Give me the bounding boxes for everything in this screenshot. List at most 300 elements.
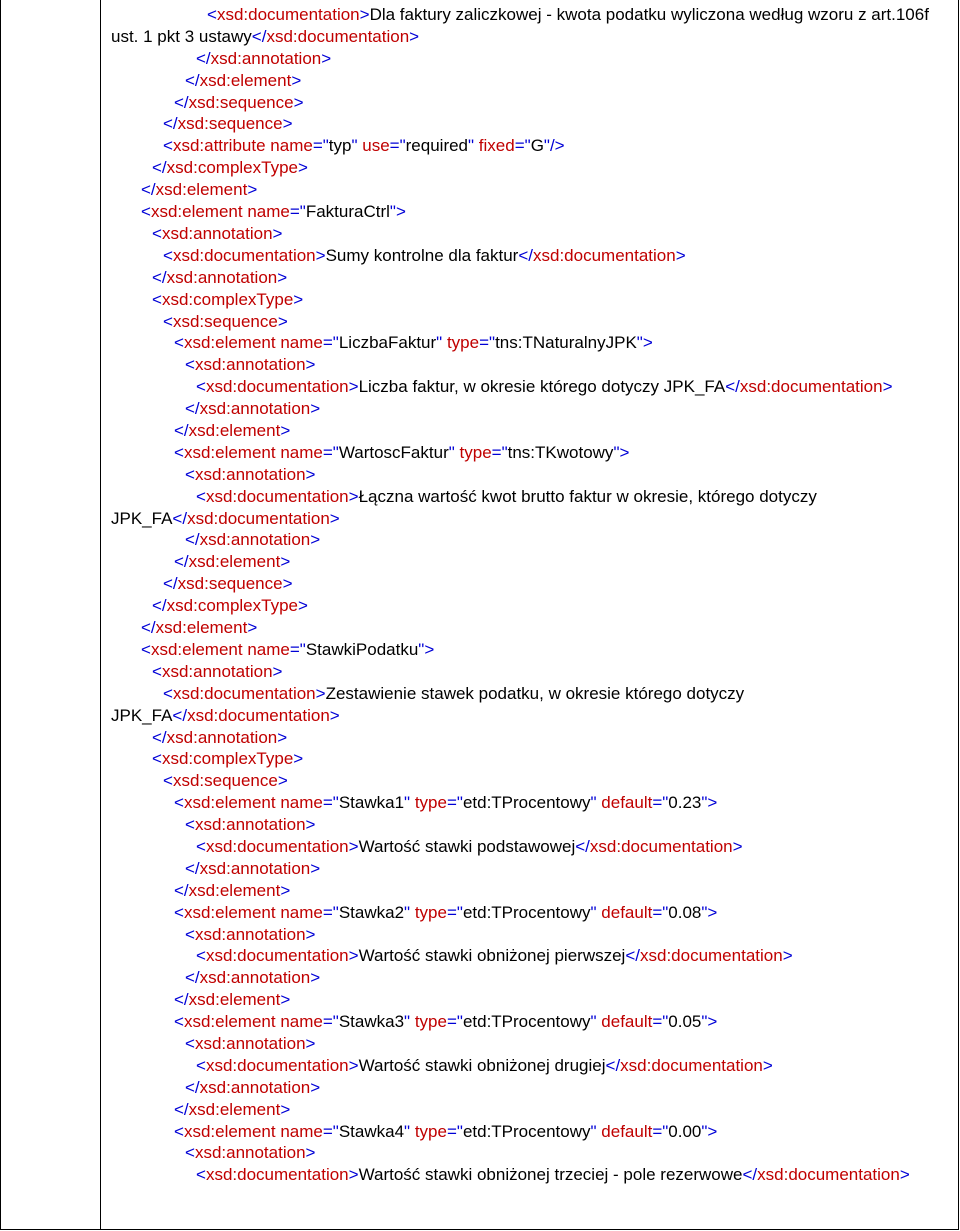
code-line: [111, 1142, 949, 1164]
code-tag-name: xsd:complexType: [161, 289, 294, 309]
code-punct: ": [590, 1121, 597, 1141]
code-tag-name: type: [414, 902, 447, 922]
code-line: [111, 157, 949, 179]
code-punct: <: [163, 771, 173, 791]
code-tag-name: xsd:documentation: [187, 705, 330, 725]
code-punct: </: [742, 1165, 758, 1185]
code-punct: >: [348, 836, 359, 856]
code-tag-name: xsd:annotation: [210, 48, 322, 68]
code-tag-name: type: [414, 793, 447, 813]
code-punct: >: [310, 399, 321, 419]
code-punct: </: [174, 990, 189, 1010]
code-tag-name: xsd:documentation: [172, 245, 316, 265]
code-tag-name: default: [601, 793, 653, 813]
code-tag-name: xsd:element: [188, 990, 281, 1010]
code-punct: <: [174, 902, 184, 922]
code-punct: >: [272, 661, 283, 681]
code-punct: >: [277, 771, 288, 791]
code-text: 0.08: [668, 902, 702, 922]
code-punct: ": [404, 902, 411, 922]
code-tag-name: xsd:annotation: [194, 464, 306, 484]
code-text: Sumy kontrolne dla faktur: [325, 245, 519, 265]
code-punct: >: [291, 70, 302, 90]
code-punct: </: [185, 530, 200, 550]
code-punct: </: [152, 267, 167, 287]
code-tag-name: xsd:sequence: [177, 574, 283, 594]
code-line: [111, 858, 949, 880]
code-line: [111, 1055, 949, 1077]
code-line: [111, 924, 949, 946]
code-punct: >: [280, 420, 291, 440]
code-tag-name: xsd:documentation: [266, 26, 410, 46]
code-text: WartoscFaktur: [338, 442, 449, 462]
code-line: [111, 135, 949, 157]
code-tag-name: name: [280, 442, 323, 462]
code-tag-name: xsd:documentation: [205, 1165, 349, 1185]
code-line: [111, 267, 949, 289]
xsd-code-listing: [111, 4, 949, 1186]
code-tag-name: xsd:element: [150, 639, 243, 659]
code-line: [111, 770, 949, 792]
code-punct: </: [174, 1099, 189, 1119]
code-punct: </: [196, 48, 211, 68]
code-tag-name: default: [601, 1121, 653, 1141]
code-punct: </: [251, 26, 267, 46]
code-punct: =": [322, 902, 339, 922]
code-punct: ": [590, 1012, 597, 1032]
code-tag-name: xsd:element: [183, 1121, 276, 1141]
code-punct: >: [305, 355, 316, 375]
code-punct: >: [298, 158, 308, 178]
code-tag-name: xsd:annotation: [199, 399, 311, 419]
code-text: 0.00: [668, 1121, 702, 1141]
code-tag-name: xsd:annotation: [199, 858, 311, 878]
code-punct: <: [163, 311, 173, 331]
code-punct: </: [141, 180, 156, 200]
code-tag-name: name: [270, 136, 313, 156]
code-punct: >: [315, 245, 326, 265]
code-line: [111, 442, 949, 464]
code-punct: <: [163, 136, 173, 156]
code-tag-name: xsd:annotation: [161, 661, 273, 681]
code-tag-name: xsd:annotation: [199, 530, 311, 550]
code-punct: "/>: [543, 136, 565, 156]
code-punct: </: [185, 858, 200, 878]
code-line: [111, 4, 949, 48]
code-punct: <: [141, 639, 151, 659]
code-punct: </: [185, 968, 200, 988]
code-punct: </: [605, 1055, 621, 1075]
code-punct: ": [436, 333, 443, 353]
code-text: FakturaCtrl: [305, 202, 390, 222]
code-punct: >: [315, 683, 326, 703]
code-punct: >: [280, 880, 291, 900]
code-line: [111, 289, 949, 311]
code-punct: >: [359, 5, 370, 24]
code-punct: >: [293, 289, 304, 309]
code-line: [111, 223, 949, 245]
code-punct: </: [174, 880, 189, 900]
code-punct: </: [174, 552, 189, 572]
code-tag-name: xsd:annotation: [194, 815, 306, 835]
code-line: [111, 595, 949, 617]
code-punct: >: [293, 749, 304, 769]
code-line: [111, 1099, 949, 1121]
code-punct: =": [322, 1121, 339, 1141]
code-line: [111, 989, 949, 1011]
code-punct: </: [518, 245, 533, 265]
code-text: Stawka1: [338, 793, 405, 813]
code-text: etd:TProcentowy: [462, 793, 591, 813]
code-punct: >: [247, 180, 258, 200]
code-text: tns:TNaturalnyJPK: [495, 333, 637, 353]
code-tag-name: xsd:element: [183, 793, 276, 813]
code-tag-name: xsd:annotation: [194, 355, 306, 375]
code-line: [111, 573, 949, 595]
code-punct: >: [762, 1055, 773, 1075]
code-punct: =": [514, 136, 531, 156]
code-punct: >: [305, 464, 316, 484]
code-punct: </: [725, 377, 740, 397]
code-punct: =": [446, 1012, 463, 1032]
code-punct: </: [185, 70, 200, 90]
code-punct: ">: [701, 793, 718, 813]
code-punct: >: [305, 815, 316, 835]
code-punct: ": [590, 793, 597, 813]
code-punct: >: [293, 92, 304, 112]
code-punct: <: [196, 377, 206, 397]
code-punct: >: [348, 486, 359, 506]
code-line: [111, 529, 949, 551]
code-punct: <: [152, 661, 162, 681]
code-punct: =": [652, 793, 669, 813]
code-line: [111, 661, 949, 683]
code-punct: >: [348, 377, 359, 397]
code-punct: </: [185, 399, 200, 419]
code-punct: ": [404, 1012, 411, 1032]
code-punct: </: [163, 114, 178, 134]
code-line: [111, 748, 949, 770]
code-punct: </: [163, 574, 178, 594]
code-text: etd:TProcentowy: [462, 1121, 591, 1141]
code-punct: ">: [636, 333, 653, 353]
code-line: [111, 880, 949, 902]
code-tag-name: xsd:element: [150, 202, 243, 222]
code-text: typ: [328, 136, 352, 156]
code-tag-name: xsd:sequence: [172, 771, 278, 791]
code-tag-name: xsd:element: [183, 442, 276, 462]
code-line: [111, 727, 949, 749]
code-line: [111, 245, 949, 267]
code-tag-name: xsd:element: [188, 880, 281, 900]
code-text: StawkiPodatku: [305, 639, 419, 659]
code-punct: =": [446, 1121, 463, 1141]
code-punct: >: [272, 223, 283, 243]
code-punct: =": [322, 793, 339, 813]
code-punct: >: [310, 530, 321, 550]
code-punct: =": [312, 136, 329, 156]
code-line: [111, 1077, 949, 1099]
code-text: etd:TProcentowy: [462, 1012, 591, 1032]
code-line: [111, 464, 949, 486]
column-divider: [100, 0, 101, 1230]
code-line: [111, 376, 949, 398]
code-punct: </: [174, 92, 189, 112]
code-line: [111, 1011, 949, 1033]
code-punct: <: [185, 1033, 195, 1053]
code-punct: ">: [701, 1012, 718, 1032]
code-punct: >: [782, 946, 793, 966]
code-punct: </: [172, 705, 188, 725]
code-punct: </: [141, 618, 156, 638]
code-punct: <: [196, 1055, 206, 1075]
code-tag-name: name: [280, 793, 323, 813]
code-tag-name: xsd:documentation: [620, 1055, 763, 1075]
code-text: Wartość stawki podstawowej: [358, 836, 576, 856]
code-tag-name: xsd:attribute: [172, 136, 266, 156]
code-punct: >: [247, 618, 258, 638]
code-punct: >: [310, 858, 321, 878]
code-text: 0.05: [668, 1012, 702, 1032]
code-line: [111, 48, 949, 70]
code-punct: >: [329, 705, 340, 725]
code-punct: >: [310, 1077, 321, 1097]
code-text: Stawka3: [338, 1012, 405, 1032]
code-text: required: [405, 136, 469, 156]
code-punct: =": [652, 1012, 669, 1032]
code-text: etd:TProcentowy: [462, 902, 591, 922]
code-tag-name: xsd:element: [188, 420, 281, 440]
code-punct: <: [141, 202, 151, 222]
code-tag-name: name: [247, 202, 290, 222]
code-line: [111, 113, 949, 135]
code-punct: </: [174, 420, 189, 440]
code-punct: <: [163, 683, 173, 703]
code-line: [111, 814, 949, 836]
code-tag-name: xsd:annotation: [166, 727, 278, 747]
code-text: 0.23: [668, 793, 702, 813]
code-line: [111, 332, 949, 354]
code-tag-name: xsd:sequence: [188, 92, 294, 112]
code-punct: >: [899, 1165, 910, 1185]
code-text: Stawka2: [338, 902, 405, 922]
code-punct: </: [152, 158, 167, 178]
code-punct: ">: [389, 202, 406, 222]
code-punct: =": [491, 442, 508, 462]
code-tag-name: xsd:annotation: [194, 1143, 306, 1163]
code-punct: >: [280, 990, 291, 1010]
code-punct: ": [404, 793, 411, 813]
code-tag-name: default: [601, 902, 653, 922]
code-tag-name: xsd:documentation: [205, 836, 349, 856]
code-tag-name: xsd:documentation: [639, 946, 783, 966]
code-tag-name: xsd:documentation: [205, 486, 349, 506]
code-punct: >: [277, 311, 288, 331]
code-tag-name: xsd:sequence: [177, 114, 283, 134]
code-punct: <: [196, 836, 206, 856]
code-tag-name: xsd:element: [183, 902, 276, 922]
code-punct: =": [652, 1121, 669, 1141]
code-tag-name: xsd:documentation: [205, 946, 349, 966]
code-punct: ">: [701, 902, 718, 922]
code-tag-name: xsd:complexType: [166, 158, 298, 178]
code-punct: =": [289, 202, 306, 222]
code-tag-name: xsd:element: [183, 333, 276, 353]
code-text: Wartość stawki obniżonej pierwszej: [358, 946, 626, 966]
code-line: [111, 683, 949, 727]
code-punct: ": [448, 442, 455, 462]
code-punct: <: [174, 1012, 184, 1032]
code-tag-name: xsd:annotation: [199, 1077, 311, 1097]
code-punct: <: [152, 223, 162, 243]
code-line: [111, 967, 949, 989]
code-tag-name: xsd:annotation: [194, 1033, 306, 1053]
code-punct: >: [409, 26, 420, 46]
code-punct: >: [282, 574, 293, 594]
code-tag-name: xsd:element: [199, 70, 292, 90]
code-punct: <: [185, 924, 195, 944]
code-tag-name: xsd:documentation: [533, 245, 676, 265]
code-punct: <: [185, 355, 195, 375]
code-punct: </: [152, 596, 167, 616]
code-punct: =": [446, 793, 463, 813]
code-punct: ": [468, 136, 475, 156]
code-punct: <: [196, 1165, 206, 1185]
code-tag-name: xsd:annotation: [161, 223, 273, 243]
code-tag-name: xsd:sequence: [172, 311, 278, 331]
code-tag-name: xsd:annotation: [166, 267, 278, 287]
code-punct: ": [404, 1121, 411, 1141]
code-punct: >: [732, 836, 743, 856]
code-text: Stawka4: [338, 1121, 405, 1141]
code-tag-name: xsd:element: [155, 618, 248, 638]
code-punct: ": [351, 136, 358, 156]
code-punct: >: [310, 968, 321, 988]
code-tag-name: xsd:annotation: [194, 924, 306, 944]
code-tag-name: name: [280, 902, 323, 922]
code-tag-name: xsd:complexType: [161, 749, 294, 769]
code-punct: >: [348, 1165, 359, 1185]
code-punct: <: [174, 1121, 184, 1141]
code-tag-name: xsd:documentation: [757, 1165, 900, 1185]
code-punct: <: [152, 289, 162, 309]
code-tag-name: xsd:element: [183, 1012, 276, 1032]
code-tag-name: xsd:documentation: [205, 1055, 349, 1075]
code-punct: <: [163, 245, 173, 265]
code-line: [111, 1164, 949, 1186]
code-text: Liczba faktur, w okresie którego dotyczy JPK_FA: [358, 377, 726, 397]
code-tag-name: use: [362, 136, 390, 156]
code-punct: <: [185, 464, 195, 484]
code-line: [111, 945, 949, 967]
code-punct: =": [322, 442, 339, 462]
code-punct: ">: [701, 1121, 718, 1141]
code-line: [111, 1121, 949, 1143]
code-line: [111, 1033, 949, 1055]
code-punct: <: [174, 333, 184, 353]
code-punct: >: [280, 552, 291, 572]
code-punct: >: [882, 377, 893, 397]
code-text: Wartość stawki obniżonej drugiej: [358, 1055, 606, 1075]
code-tag-name: xsd:documentation: [205, 377, 349, 397]
code-line: [111, 398, 949, 420]
code-text: G: [530, 136, 544, 156]
code-tag-name: xsd:complexType: [166, 596, 298, 616]
code-line: [111, 201, 949, 223]
code-punct: >: [298, 596, 308, 616]
code-tag-name: xsd:element: [155, 180, 248, 200]
code-punct: ">: [418, 639, 435, 659]
code-line: [111, 551, 949, 573]
code-punct: >: [675, 245, 686, 265]
code-tag-name: xsd:documentation: [172, 683, 316, 703]
code-line: [111, 311, 949, 333]
code-tag-name: xsd:documentation: [187, 508, 330, 528]
code-line: [111, 420, 949, 442]
code-text: Wartość stawki obniżonej trzeciej - pole rezerwowe: [358, 1165, 743, 1185]
code-punct: =": [322, 333, 339, 353]
code-tag-name: xsd:element: [188, 552, 281, 572]
code-punct: <: [185, 1143, 195, 1163]
code-tag-name: type: [446, 333, 480, 353]
code-tag-name: xsd:element: [188, 1099, 281, 1119]
code-line: [111, 92, 949, 114]
code-tag-name: fixed: [478, 136, 515, 156]
code-punct: </: [575, 836, 590, 856]
code-punct: <: [185, 815, 195, 835]
code-tag-name: type: [414, 1121, 447, 1141]
code-punct: ">: [613, 442, 630, 462]
code-text: LiczbaFaktur: [338, 333, 437, 353]
code-tag-name: type: [459, 442, 492, 462]
code-punct: </: [152, 727, 167, 747]
code-punct: =": [322, 1012, 339, 1032]
code-line: [111, 486, 949, 530]
code-punct: >: [348, 946, 359, 966]
code-punct: >: [329, 508, 340, 528]
code-tag-name: name: [280, 1121, 323, 1141]
code-punct: >: [280, 1099, 291, 1119]
code-punct: <: [196, 946, 206, 966]
code-punct: =": [652, 902, 669, 922]
code-punct: =": [479, 333, 496, 353]
code-line: [111, 792, 949, 814]
code-text: Dla faktury zaliczkowej - kwota podatku wyliczona według wzoru z art.106f ust. 1 pkt 3 ustawy: [111, 5, 929, 46]
code-line: [111, 70, 949, 92]
code-line: [111, 639, 949, 661]
code-tag-name: name: [280, 333, 323, 353]
code-punct: ": [590, 902, 597, 922]
code-punct: >: [348, 1055, 359, 1075]
code-line: [111, 617, 949, 639]
code-text: Łączna wartość kwot brutto faktur w okresie, którego dotyczy JPK_FA: [111, 486, 817, 528]
code-punct: =": [446, 902, 463, 922]
code-tag-name: xsd:documentation: [216, 5, 360, 24]
code-tag-name: xsd:documentation: [589, 836, 733, 856]
code-punct: <: [174, 442, 184, 462]
code-text: tns:TKwotowy: [507, 442, 614, 462]
code-tag-name: default: [601, 1012, 653, 1032]
code-tag-name: name: [247, 639, 290, 659]
code-tag-name: xsd:documentation: [739, 377, 883, 397]
code-tag-name: type: [414, 1012, 447, 1032]
code-line: [111, 179, 949, 201]
code-punct: =": [289, 639, 306, 659]
code-line: [111, 902, 949, 924]
code-line: [111, 836, 949, 858]
code-punct: </: [625, 946, 640, 966]
code-punct: >: [277, 267, 288, 287]
